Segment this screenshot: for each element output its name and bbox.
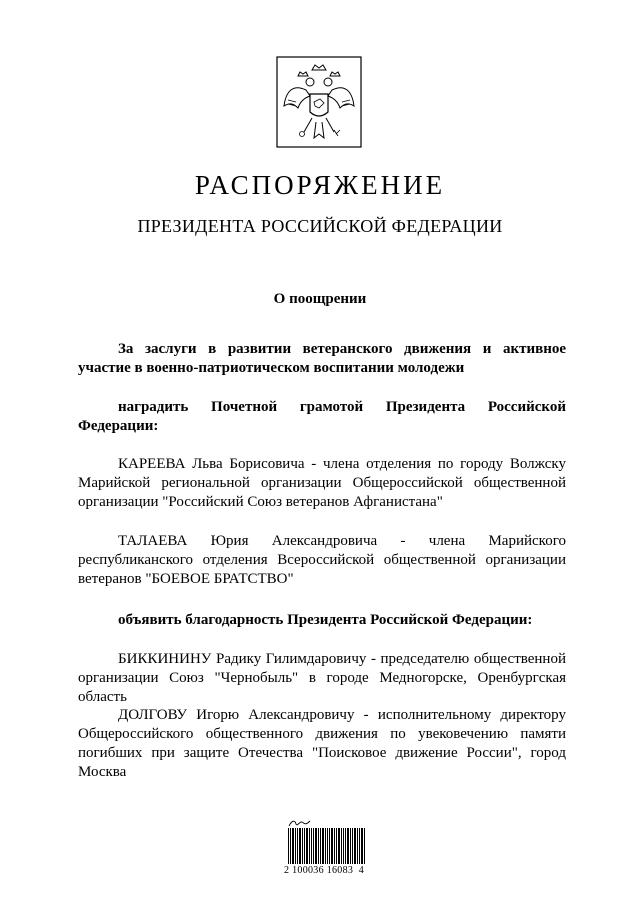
section2-action-text: объявить благодарность Президента Российской Федерации: xyxy=(118,612,533,628)
document-heading: О поощрении xyxy=(273,291,367,307)
barcode-icon xyxy=(288,828,366,864)
section2-entry-2 xyxy=(78,706,566,782)
section1-entry-2 xyxy=(78,532,566,589)
signature-mark-icon xyxy=(288,818,312,828)
section2-entry-1 xyxy=(78,650,566,707)
russian-coat-of-arms-icon xyxy=(276,56,362,148)
section2-action xyxy=(78,611,566,630)
preamble-text: За заслуги в развитии ветеранского движения и активное участие в военно-патриотическом воспитании молодежи xyxy=(78,341,566,376)
barcode-number: 2 100036 16083 4 xyxy=(284,865,365,876)
issuer-subtitle: ПРЕЗИДЕНТА РОССИЙСКОЙ ФЕДЕРАЦИИ xyxy=(137,216,503,236)
document-barcode xyxy=(284,818,384,878)
section1-action xyxy=(78,398,566,436)
section1-entry-1 xyxy=(78,455,566,512)
section1-action-text: наградить Почетной грамотой Президента Российской Федерации: xyxy=(78,399,566,434)
preamble xyxy=(78,340,566,378)
entry-text: БИККИНИНУ Радику Гилимдаровичу - председателю общественной организации Союз "Чернобыль" в городе Медногорске, Оренбургская область xyxy=(78,651,566,705)
entry-text: ДОЛГОВУ Игорю Александровичу - исполнительному директору Общероссийского общественного движения по увековечению памяти погибших при защите Отечества "Поисковое движение России", город Москва xyxy=(78,707,566,780)
entry-text: ТАЛАЕВА Юрия Александровича - члена Марийского республиканского отделения Всероссийской общественной организации ветеранов "БОЕВОЕ БРАТСТВО" xyxy=(78,533,566,587)
entry-text: КАРЕЕВА Льва Борисовича - члена отделения по городу Волжску Марийской региональной организации Общероссийской общественной организации "Российский Союз ветеранов Афганистана" xyxy=(78,456,566,510)
document-type-title: РАСПОРЯЖЕНИЕ xyxy=(194,170,446,200)
